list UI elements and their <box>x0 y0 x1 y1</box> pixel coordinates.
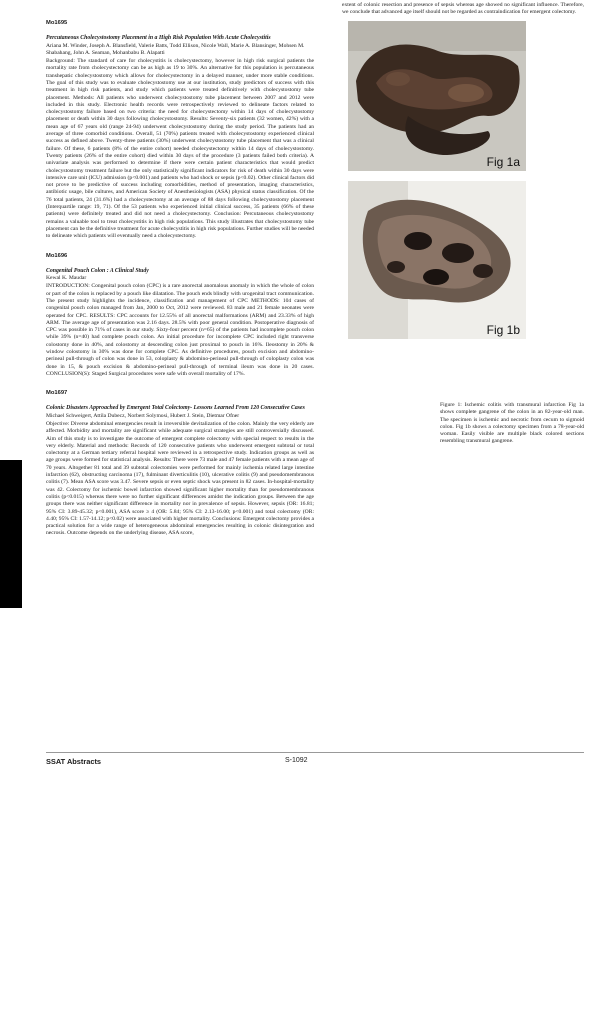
sidebar-band <box>0 460 22 1033</box>
figure-1b <box>348 181 526 339</box>
abstract-id: Mo1696 <box>46 252 68 259</box>
sidebar-label: SSAT Abstracts <box>5 955 17 1033</box>
colon-specimen-image-a <box>348 21 526 171</box>
abstract-text: INTRODUCTION: Congenital pouch colon (CPC) is a rare anorectal anomalous anomaly in which the whole of colon or part of the colon is replaced by a pouch like dilatation. The pouch ends blindly with urogenital tract communication. The present study highlights the incidence, classification and management of CPC METHODS: 104 cases of congenital pouch colon managed from Jan, 2000 to Oct, 2012 were reviewed. 83 male and 21 female neonates were operated for CPC. RESULTS: CPC accounts for 12.55% of all anorectal malformations (ARM) and 23.33% of high ARM. The average age of presentation was 2.16 days. 28.5% with poor general condition. Postoperative diagnosis of CPC was possible in 71% of cases in our study. Sixty-four percent (n=65) of the patients had incomplete pouch colon while 39% (n=40) had complete pouch colon. An initial procedure for incomplete CPC included right transverse colostomy done in 40%, and colostomy at descending colon just proximal to pouch in 16%. Ileostomy in 20% & window colostomy in 30% was done for complete CPC. As definitive procedures, pouch excision and abdomino-perineal pull-through of colon was done in 53, coloplasty & abdomino-perineal pull-through of coloplasty colon was done in 15, & pouch excision & abdomino-perineal pull-through of terminal ileum was done in 20 cases. CONCLUSION(S): Staged Surgical procedures were safe with overall mortality of 17%. <box>46 283 314 377</box>
abstract-mo1697 <box>46 390 314 538</box>
figure-1a-label: Fig 1a <box>486 155 520 170</box>
abstract-body <box>46 421 314 538</box>
figure-1a <box>348 21 526 171</box>
figure-1b-label: Fig 1b <box>486 323 520 338</box>
page-number: S-1092 <box>285 757 308 764</box>
colon-specimen-image-b <box>348 181 526 339</box>
abstract-id: Mo1697 <box>46 390 68 397</box>
abstract-text: Background: The standard of care for cholecystitis is cholecystectomy, however in high risk surgical patients the mortality rate from cholecystectomy can be as high as 19 to 30%. An alternative for this population is percutaneous transhepatic cholecystostomy which allows for cholecystectomy in a delayed manner, under more stable conditions. The goal of this study was to evaluate cholecystostomy use at our institution, study predictors of success with this treatment in high risk patients, and study which patients were treated definitively with cholecystostomy tube placement. Methods: All patients who underwent cholecystostomy tube placement between 2007 and 2012 were included in this study. Electronic health records were retrospectively reviewed to delineate factors related to cholecystostomy failure based on two criteria: the need for cholecystectomy within 14 days of cholecystostomy placement or death within 30 days following cholecystostomy. Results: Seventy-six patients (32 women, 42%) with a mean age of 67 years old (range 24-94) underwent cholecystostomy during the study period. The patients had an average of three comorbid conditions. Overall, 51 (70%) patients treated with cholecystostomy experienced clinical success as defined above. Twenty-three patients (30%) underwent cholecystostomy tube placement that was a clinical failure. Of these, 6 patients (8% of the entire cohort) needed cholecystectomy within 14 days of cholecystostomy. Twenty patients (26% of the entire cohort) died within 30 days of the procedure (3 patients failed both criteria). A univariate analysis was performed to determine if there were certain patient characteristics that would predict cholecystostomy treatment failure but the only statistically significant indicators for risk of death within 30 days were intensive care unit (ICU) admission (p<0.001) and patients who had shock or sepsis (p<0.02). Other clinical factors did not prove to be predictive of success including comorbidities, method of presentation, imaging characteristics, antibiotic usage, bile cultures, and American Society of Anesthesiologists (ASA) physical status classification. Of the 76 total patients, 24 (31.6%) had a cholecystectomy at an average of 88 days following cholecystostomy placement (Interquartile range: 19, 71). Of the 53 patients who experienced initial clinical success, 35 patients (66% of these patients) were definitely treated and did not need a cholecystectomy. Conclusion: Percutaneous cholecystostomy remains a valuable tool to treat cholecystitis in high risk populations. This study illustrates that cholecystostomy tube placement can be the definitive treatment for acute cholecystitis in high risk populations. Further studies will be needed to delineate which patients will eventually need a cholecystectomy. <box>46 58 314 240</box>
right-column <box>342 2 584 339</box>
abstract-body <box>46 58 314 240</box>
abstract-authors: Kewal K. Maudar <box>46 275 87 282</box>
abstract-title: Congenital Pouch Colon : A Clinical Study <box>46 267 149 274</box>
sidebar <box>0 0 22 1033</box>
abstract-id: Mo1695 <box>46 20 68 26</box>
figure-caption: Figure 1: Ischemic colitis with transmural infarction Fig 1a shows complete gangrene of the colon in an 82-year-old man. The specimen is ischemic and necrotic from cecum to sigmoid colon. Fig 1b shows a colectomy specimen from a 78-year-old woman. Easily visible are multiple black colored sections resembling transmural gangrene. <box>440 402 584 445</box>
abstract-authors: Ariana M. Winder, Joseph A. Blansfield, Valerie Batts, Todd Ellison, Nicole Wall, Marie A. Blansinger, Mohsen M. Shabahang, John A. Seaman, Mohanbabu B. Alapatti <box>46 42 305 56</box>
abstract-mo1695 <box>46 20 314 241</box>
abstract-text: Objective: Diverse abdominal emergencies result in irreversible devitalization of the colon. Mainly the very elderly are affected. Morbidity and mortality are significant while adequate surgical strategies are still controversially discussed. Aim of this study is to investigate the outcome of emergent complete colectomy with special respect to results in the very elderly. Material and methods: Records of 120 consecutive patients who underwent emergent subtotal or total colectomy at a German tertiary referral hospital were reviewed in a retrospective study. Indication groups as well as age groups were formed for statistical analysis. Results: There were 73 male and 47 female patients with a mean age of 70 years. Altogether 81 total and 39 subtotal colectomies were performed for mainly ischemia related large intestine infarction (62), obstructing carcinoma (17), fulminant diverticulitis (10), ulcerative colitis (9) and pseudomembranous colitis (7). Mean ASA score was 3.47. Severe sepsis or even septic shock was present in 82 cases. In-hospital-mortality was 42. Colectomy for ischemic bowel infarction showed significant higher mortality than for pseudomembranous colitis (p<0.015) whereas there were no further significant differences amidst the indication groups. Between the age groups there was neither significant difference in mortality nor in prevalence of sepsis. However, sepsis (OR: 16.81; 95% CI: 3.89-45.32; p<0.001), ASA score ≥ 4 (OR: 5.84; 95% CI: 2.13-16.00; p<0.001) and total colectomy (OR: 4.40; 95% CI: 1.57-14.12; p<0.02) were associated with higher mortality. Conclusions: Emergent colectomy provides a practical solution for a wide range of heterogeneous abdominal emergencies resulting in colonic disintegration and necrosis. Outcome depends on the underlying disease, ASA score, <box>46 420 314 537</box>
footer-divider <box>46 752 584 753</box>
abstract-continuation: extent of colonic resection and presence of sepsis whereas age showed no significant influence. Therefore, we conclude that advanced age itself should not be regarded as contraindication for emergent colectomy. <box>342 2 584 16</box>
abstract-mo1696 <box>46 253 314 379</box>
abstract-body <box>46 283 314 378</box>
left-column <box>46 20 314 550</box>
abstract-title: Colonic Disasters Approached by Emergent Total Colectomy- Lessons Learned From 120 Consecutive Cases <box>46 405 305 412</box>
abstract-title: Percutaneous Cholecystostomy Placement in a High Risk Population With Acute Cholecystitis <box>46 35 271 42</box>
footer-journal: SSAT Abstracts <box>46 757 102 766</box>
abstract-authors: Michael Schweigert, Attila Dubecz, Norbert Solymosi, Hubert J. Stein, Dietmar Ofner <box>46 412 240 419</box>
